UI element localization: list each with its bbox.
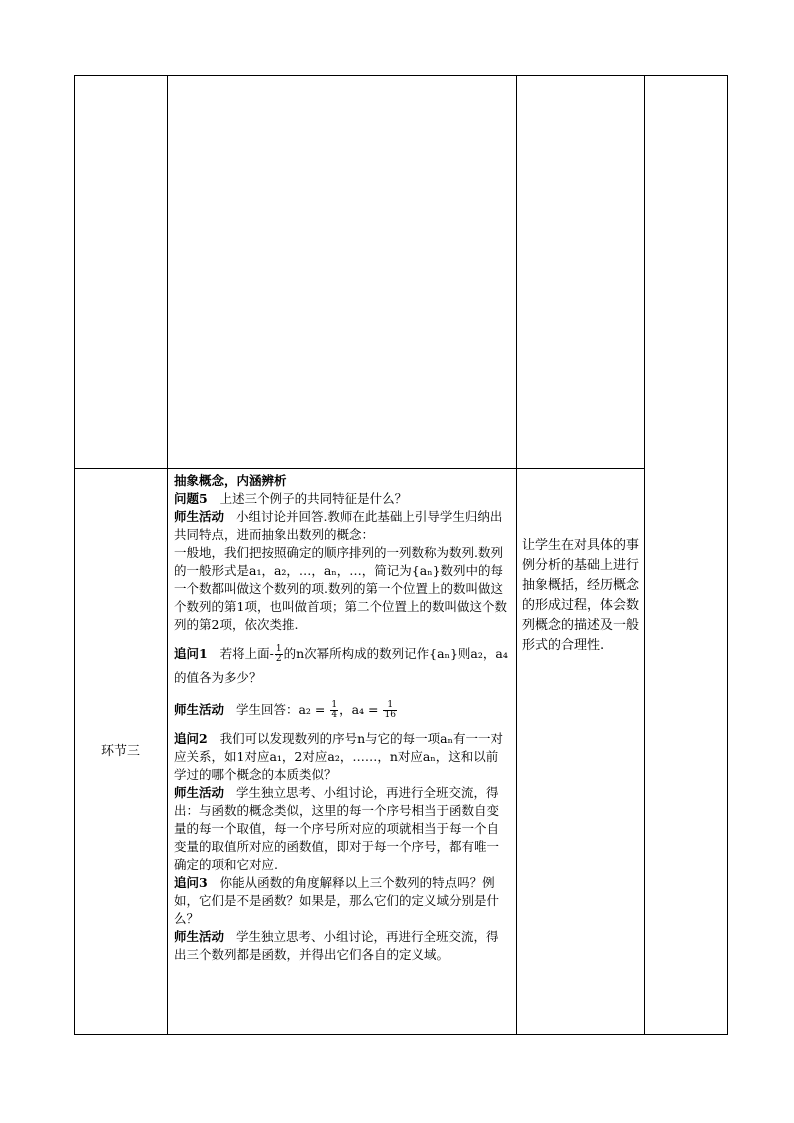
activity-3-text: 学生独立思考、小组讨论，再进行全班交流，得出：与函数的概念类似，这里的每一个序号相当于函数自变量的每一个取值，每一个序号所对应的项就相当于每一个自变量的取值所对应的函数值，即对于每一个序号，都有唯一确定的项和它对应. xyxy=(174,785,500,872)
activity-2: 师生活动 学生回答：a₂ = $\frac{1}{4}$ ，a₄ = $\frac{1}{16}$ xyxy=(174,700,396,720)
table-top-border xyxy=(74,75,728,76)
followup-2-label: 追问2 xyxy=(174,731,208,746)
activity-4-text: 学生独立思考、小组讨论，再进行全班交流，得出三个数列都是函数，并得出它们各自的定义域。 xyxy=(174,929,499,962)
activity-3-label: 师生活动 xyxy=(174,785,225,800)
definition-paragraph: 一般地，我们把按照确定的顺序排列的一列数称为数列.数列的一般形式是a₁，a₂，…，aₙ，…，简记为{aₙ}数列中的每一个数都叫做这个数列的项.数列的第一个位置上的数叫做这个数列的第1项，也叫做首项；第二个位置上的数叫做这个数列的第2项，依次类推. xyxy=(174,545,507,632)
table-left-border xyxy=(74,75,75,1035)
fraction-a2: $\frac{1}{4}$ xyxy=(331,700,338,720)
stage-label: 环节三 xyxy=(100,744,140,759)
table-right-border xyxy=(727,75,728,1035)
question-5 xyxy=(174,490,510,508)
activity-1-text: 小组讨论并回答.教师在此基础上引导学生归纳出共同特点，进而抽象出数列的概念： xyxy=(174,509,503,542)
activity-1 xyxy=(174,508,510,544)
followup-3-text: 你能从函数的角度解释以上三个数列的特点吗？例如，它们是不是函数？如果是，那么它们的定义域分别是什么？ xyxy=(174,875,500,926)
column-divider-3 xyxy=(644,75,645,1035)
followup-1: 追问1 若将上面- $\frac{1}{2}$ 的n次幂所构成的数列记作{aₙ}则a₂，a₄的值各为多少？ xyxy=(174,644,508,685)
table-bottom-border xyxy=(74,1034,728,1035)
question-5-text: 上述三个例子的共同特征是什么？ xyxy=(219,491,408,506)
activity-4 xyxy=(174,928,510,964)
activity-1-label: 师生活动 xyxy=(174,509,225,524)
fraction-one-half: $\frac{1}{2}$ xyxy=(275,644,282,664)
teaching-content xyxy=(174,472,510,964)
followup-3-label: 追问3 xyxy=(174,875,208,890)
column-divider-2 xyxy=(516,75,517,1035)
followup-3 xyxy=(174,874,510,928)
activity-2-label: 师生活动 xyxy=(174,702,225,717)
design-intent: 让学生在对具体的事例分析的基础上进行抽象概括，经历概念的形成过程，体会数列概念的描述及一般形式的合理性. xyxy=(522,538,640,653)
question-5-label: 问题5 xyxy=(174,491,208,506)
section-heading: 抽象概念，内涵辨析 xyxy=(174,473,287,488)
followup-1-label: 追问1 xyxy=(174,646,208,661)
followup-2 xyxy=(174,730,510,784)
activity-3 xyxy=(174,784,510,874)
table-row-divider xyxy=(74,468,645,469)
column-divider-1 xyxy=(167,75,168,1035)
followup-2-text: 我们可以发现数列的序号n与它的每一项aₙ有一一对应关系，如1对应a₁，2对应a₂，……，n对应aₙ，这和以前学过的哪个概念的本质类似？ xyxy=(174,731,504,782)
activity-4-label: 师生活动 xyxy=(174,929,225,944)
fraction-a4: $\frac{1}{16}$ xyxy=(384,700,396,720)
